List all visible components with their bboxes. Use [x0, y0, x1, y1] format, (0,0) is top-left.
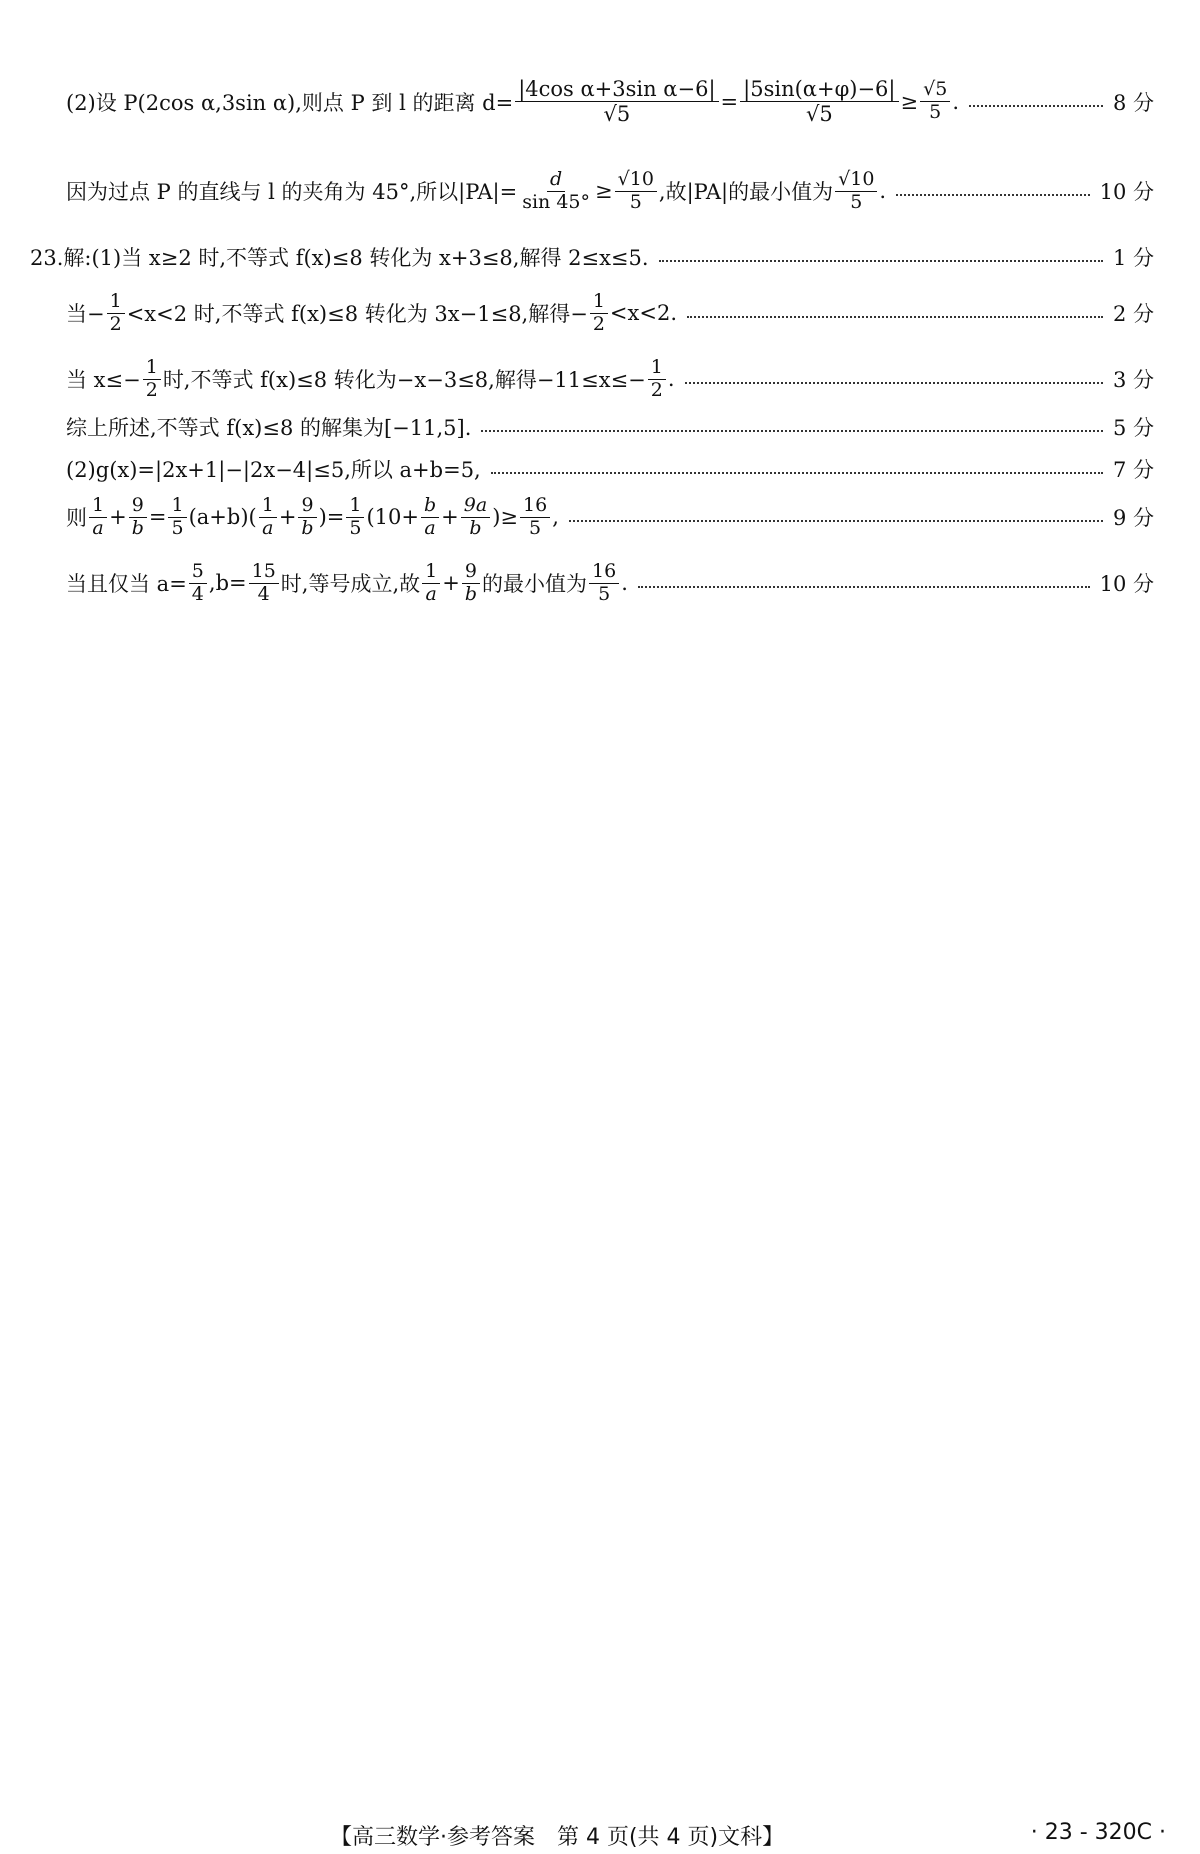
text-segment: (2)g(x)=|2x+1|−|2x−4|≤5,所以 a+b=5, [66, 458, 481, 482]
dot-leader [491, 472, 1103, 474]
score-label: 10 分 [1099, 572, 1154, 597]
solution-line-1 [66, 78, 1154, 125]
fraction-denominator: 5 [529, 516, 542, 539]
fraction [168, 496, 186, 539]
fraction-numerator: 9a [461, 496, 490, 518]
fraction-denominator: 4 [191, 582, 204, 605]
fraction-denominator: √5 [805, 102, 833, 127]
text-segment: <x<2 时,不等式 f(x)≤8 转化为 3x−1≤8,解得− [126, 302, 588, 327]
text-segment: 综上所述,不等式 f(x)≤8 的解集为[−11,5]. [66, 416, 472, 440]
solution-line-3 [30, 242, 1154, 272]
fraction-numerator: 1 [590, 292, 608, 314]
fraction-denominator: sin 45° [522, 190, 591, 213]
score-label: 9 分 [1112, 506, 1154, 531]
text-segment: ,故|PA|的最小值为 [658, 180, 834, 205]
fraction-denominator: b [469, 516, 482, 539]
fraction [519, 170, 593, 213]
score-label: 7 分 [1112, 458, 1154, 482]
text-segment: )= [318, 505, 345, 530]
fraction-denominator: a [262, 516, 274, 539]
fraction-denominator: a [424, 516, 436, 539]
text-segment: <x<2. [609, 301, 677, 326]
fraction [189, 562, 207, 605]
fraction-numerator: √5 [920, 80, 950, 102]
fraction [422, 562, 440, 605]
text-segment: 因为过点 P 的直线与 l 的夹角为 45°,所以|PA|= [66, 180, 518, 205]
text-segment: . [667, 367, 675, 392]
fraction-numerator: 1 [259, 496, 277, 518]
fraction [920, 80, 950, 123]
fraction [835, 170, 877, 213]
text-segment: . [952, 89, 959, 114]
text-segment: 当− [66, 302, 105, 327]
text-segment: 23.解:(1)当 x≥2 时,不等式 f(x)≤8 转化为 x+3≤8,解得 2≤x≤5. [30, 246, 649, 270]
solution-line-5 [66, 358, 1154, 401]
solution-line-4 [66, 292, 1154, 335]
fraction-numerator: 16 [589, 562, 619, 584]
fraction-numerator: d [547, 170, 565, 192]
fraction-denominator: √5 [603, 102, 631, 127]
fraction-denominator: a [92, 516, 104, 539]
dot-leader [481, 430, 1103, 432]
fraction-numerator: 9 [129, 496, 147, 518]
solution-line-2 [66, 170, 1154, 213]
footer-title: 【高三数学·参考答案 第 4 页(共 4 页)文科】 [330, 1825, 785, 1850]
fraction-numerator: 9 [298, 496, 316, 518]
text-segment: 时,不等式 f(x)≤8 转化为−x−3≤8,解得−11≤x≤− [162, 368, 646, 393]
score-label: 2 分 [1112, 302, 1154, 327]
text-segment: (10+ [366, 505, 419, 530]
dot-leader [969, 105, 1103, 107]
fraction [89, 496, 107, 539]
fraction-denominator: 5 [850, 190, 863, 213]
fraction [298, 496, 316, 539]
text-segment: 当且仅当 a= [66, 572, 187, 597]
score-label: 1 分 [1112, 246, 1154, 270]
fraction-denominator: 2 [109, 312, 122, 335]
fraction [249, 562, 279, 605]
text-segment: . [621, 571, 628, 596]
fraction [589, 562, 619, 605]
fraction-numerator: 1 [648, 358, 666, 380]
fraction-numerator: 5 [189, 562, 207, 584]
fraction-denominator: 4 [257, 582, 270, 605]
fraction-numerator: 16 [520, 496, 550, 518]
fraction-numerator: 1 [107, 292, 125, 314]
fraction [461, 496, 490, 539]
text-segment: 则 [66, 506, 87, 531]
text-segment: + [441, 505, 459, 530]
fraction-numerator: 1 [143, 358, 161, 380]
dot-leader [687, 316, 1103, 318]
fraction [515, 78, 718, 125]
solution-line-8 [66, 496, 1154, 539]
fraction [421, 496, 439, 539]
text-segment: = [720, 89, 739, 114]
footer-code: · 23 - 320C · [1030, 1820, 1166, 1845]
fraction-denominator: 2 [650, 378, 663, 401]
solution-line-7 [66, 454, 1154, 484]
fraction [346, 496, 364, 539]
text-segment: ≥ [900, 89, 919, 114]
dot-leader [896, 194, 1089, 196]
fraction-denominator: 2 [592, 312, 605, 335]
fraction [143, 358, 161, 401]
text-segment: + [442, 571, 460, 596]
fraction [259, 496, 277, 539]
fraction-denominator: b [464, 582, 478, 605]
text-segment: (a+b)( [188, 505, 257, 530]
text-segment: 当 x≤− [66, 368, 141, 393]
fraction-denominator: a [425, 582, 437, 605]
fraction-denominator: 5 [929, 101, 942, 124]
text-segment: 的最小值为 [482, 572, 588, 597]
dot-leader [569, 520, 1103, 522]
text-segment: , [552, 505, 559, 530]
score-label: 8 分 [1112, 90, 1154, 115]
fraction [520, 496, 550, 539]
fraction-numerator: 1 [89, 496, 107, 518]
fraction [590, 292, 608, 335]
fraction-denominator: 5 [598, 582, 611, 605]
fraction-denominator: b [131, 516, 144, 539]
text-segment: ≥ [595, 179, 613, 204]
fraction-numerator: b [421, 496, 439, 518]
text-segment: )≥ [492, 505, 518, 530]
fraction-denominator: b [301, 516, 314, 539]
fraction-denominator: 5 [629, 190, 642, 213]
solution-line-6 [66, 412, 1154, 442]
fraction-denominator: 2 [145, 378, 158, 401]
fraction-denominator: 5 [171, 516, 184, 539]
fraction [129, 496, 147, 539]
dot-leader [685, 382, 1103, 384]
dot-leader [638, 586, 1090, 588]
text-segment: 时,等号成立,故 [280, 572, 421, 597]
fraction-numerator: |4cos α+3sin α−6| [515, 78, 718, 102]
fraction-numerator: 1 [168, 496, 186, 518]
text-segment: . [879, 179, 887, 204]
score-label: 5 分 [1112, 416, 1154, 440]
text-segment: + [109, 505, 127, 530]
fraction [462, 562, 480, 605]
fraction [615, 170, 657, 213]
page-footer [0, 1820, 1200, 1850]
fraction [648, 358, 666, 401]
fraction-numerator: √10 [615, 170, 657, 192]
fraction [107, 292, 125, 335]
fraction-denominator: 5 [349, 516, 362, 539]
fraction-numerator: 1 [422, 562, 440, 584]
fraction-numerator: √10 [835, 170, 877, 192]
fraction-numerator: 9 [462, 562, 480, 584]
score-label: 10 分 [1099, 180, 1154, 205]
dot-leader [659, 260, 1103, 262]
fraction-numerator: 1 [346, 496, 364, 518]
fraction-numerator: 15 [249, 562, 279, 584]
fraction-numerator: |5sin(α+φ)−6| [740, 78, 898, 102]
text-segment: (2)设 P(2cos α,3sin α),则点 P 到 l 的距离 d= [66, 90, 514, 115]
score-label: 3 分 [1112, 368, 1154, 393]
text-segment: ,b= [208, 571, 247, 596]
fraction [740, 78, 898, 125]
text-segment: = [148, 505, 167, 530]
text-segment: + [278, 505, 297, 530]
solution-line-9 [66, 562, 1154, 605]
